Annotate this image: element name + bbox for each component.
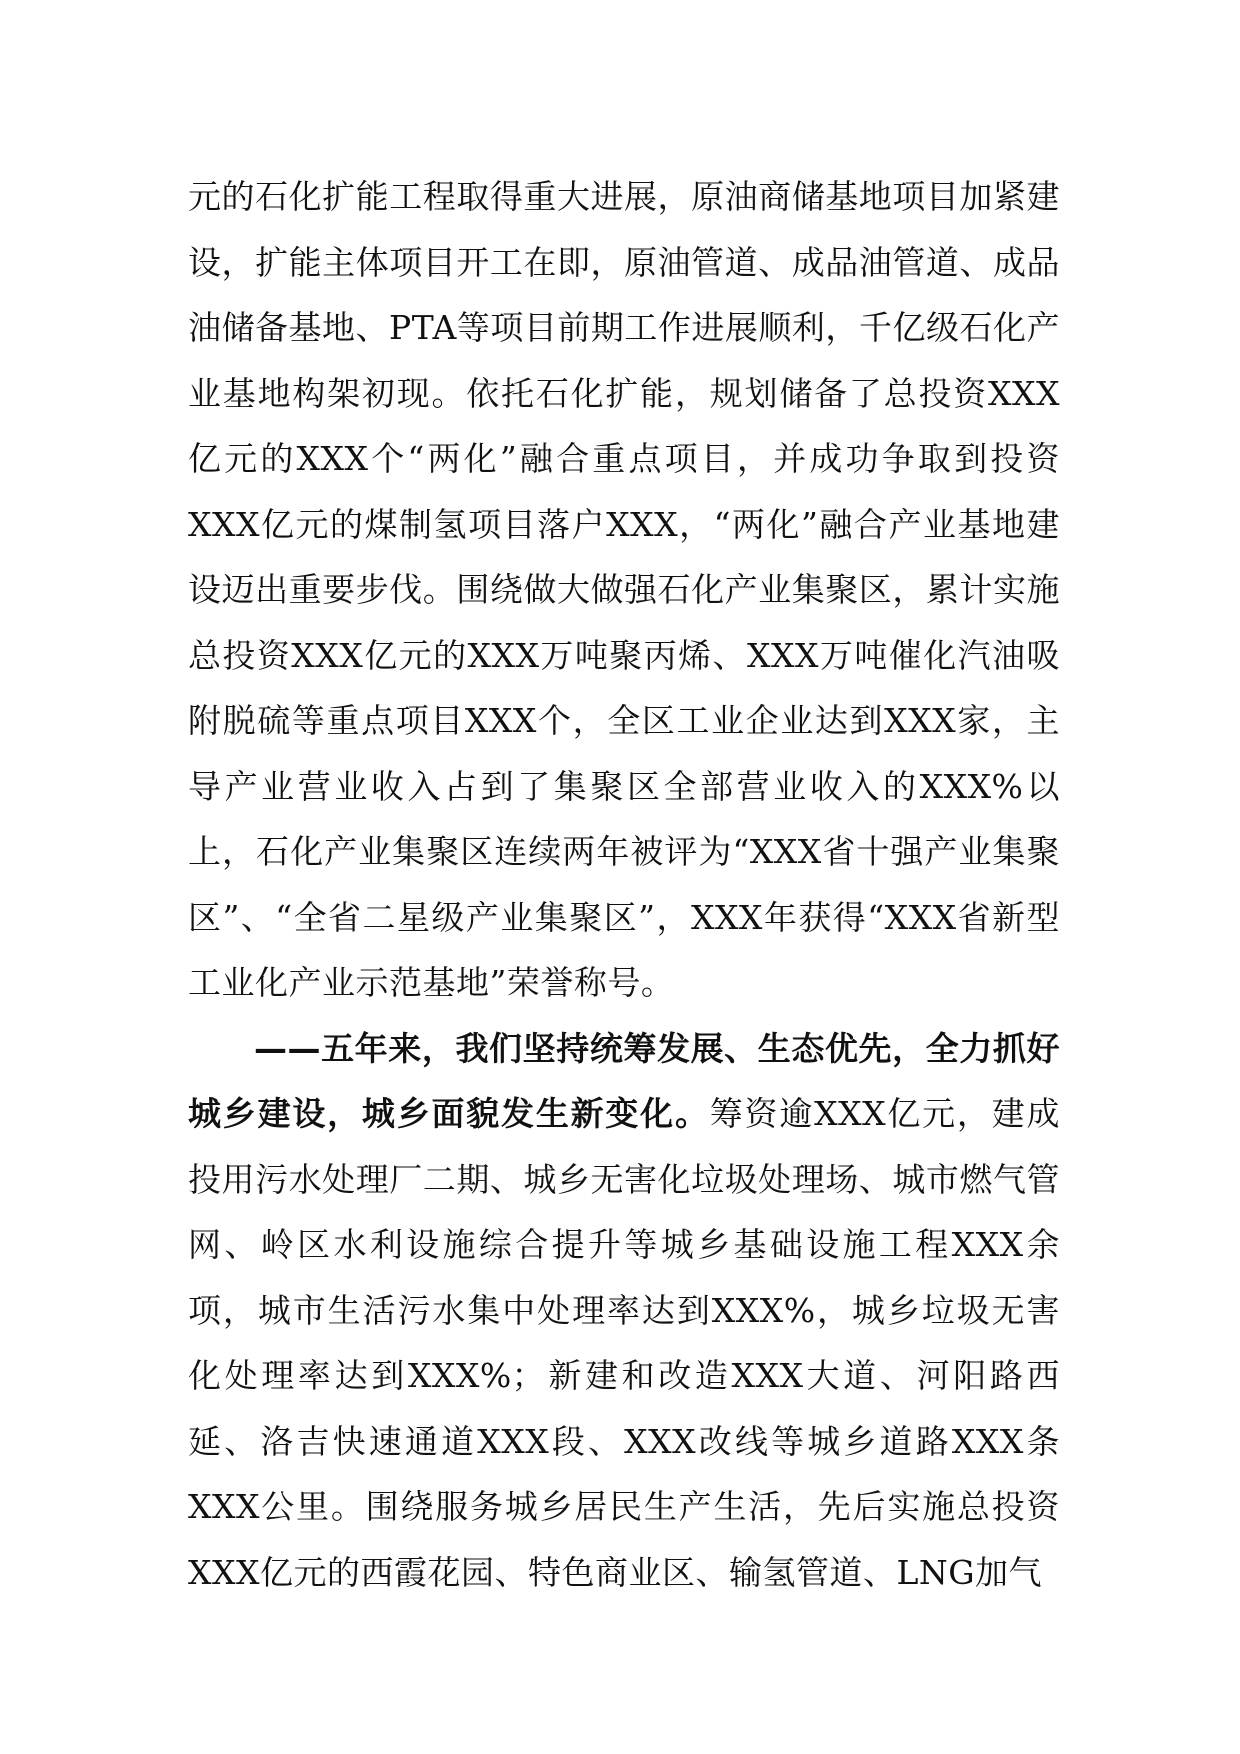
paragraph-urban-rural [188,1016,1060,1606]
paragraph-body-text: 筹资逾XXX亿元，建成投用污水处理厂二期、城乡无害化垃圾处理场、城市燃气管网、岭区水利设施综合提升等城乡基础设施工程XXX余项，城市生活污水集中处理率达到XXX%，城乡垃圾无害化处理率达到XXX%；新建和改造XXX大道、河阳路西延、洛吉快速通道XXX段、XXX改线等城乡道路XXX条XXX公里。围绕服务城乡居民生产生活，先后实施总投资XXX亿元的西霞花园、特色商业区、输氢管道、LNG加气 [188,1094,1060,1592]
document-body [188,164,1060,1605]
paragraph-petrochemical: 元的石化扩能工程取得重大进展，原油商储基地项目加紧建设，扩能主体项目开工在即，原油管道、成品油管道、成品油储备基地、PTA等项目前期工作进展顺利，千亿级石化产业基地构架初现。依托石化扩能，规划储备了总投资XXX亿元的XXX个“两化”融合重点项目，并成功争取到投资XXX亿元的煤制氢项目落户XXX，“两化”融合产业基地建设迈出重要步伐。围绕做大做强石化产业集聚区，累计实施总投资XXX亿元的XXX万吨聚丙烯、XXX万吨催化汽油吸附脱硫等重点项目XXX个，全区工业企业达到XXX家，主导产业营业收入占到了集聚区全部营业收入的XXX%以上，石化产业集聚区连续两年被评为“XXX省十强产业集聚区”、“全省二星级产业集聚区”，XXX年获得“XXX省新型工业化产业示范基地”荣誉称号。 [188,177,1060,1002]
paragraph-lead-sentence: ——五年来，我们坚持统筹发展、生态优先，全力抓好城乡建设，城乡面貌发生新变化。 [188,1028,1060,1133]
